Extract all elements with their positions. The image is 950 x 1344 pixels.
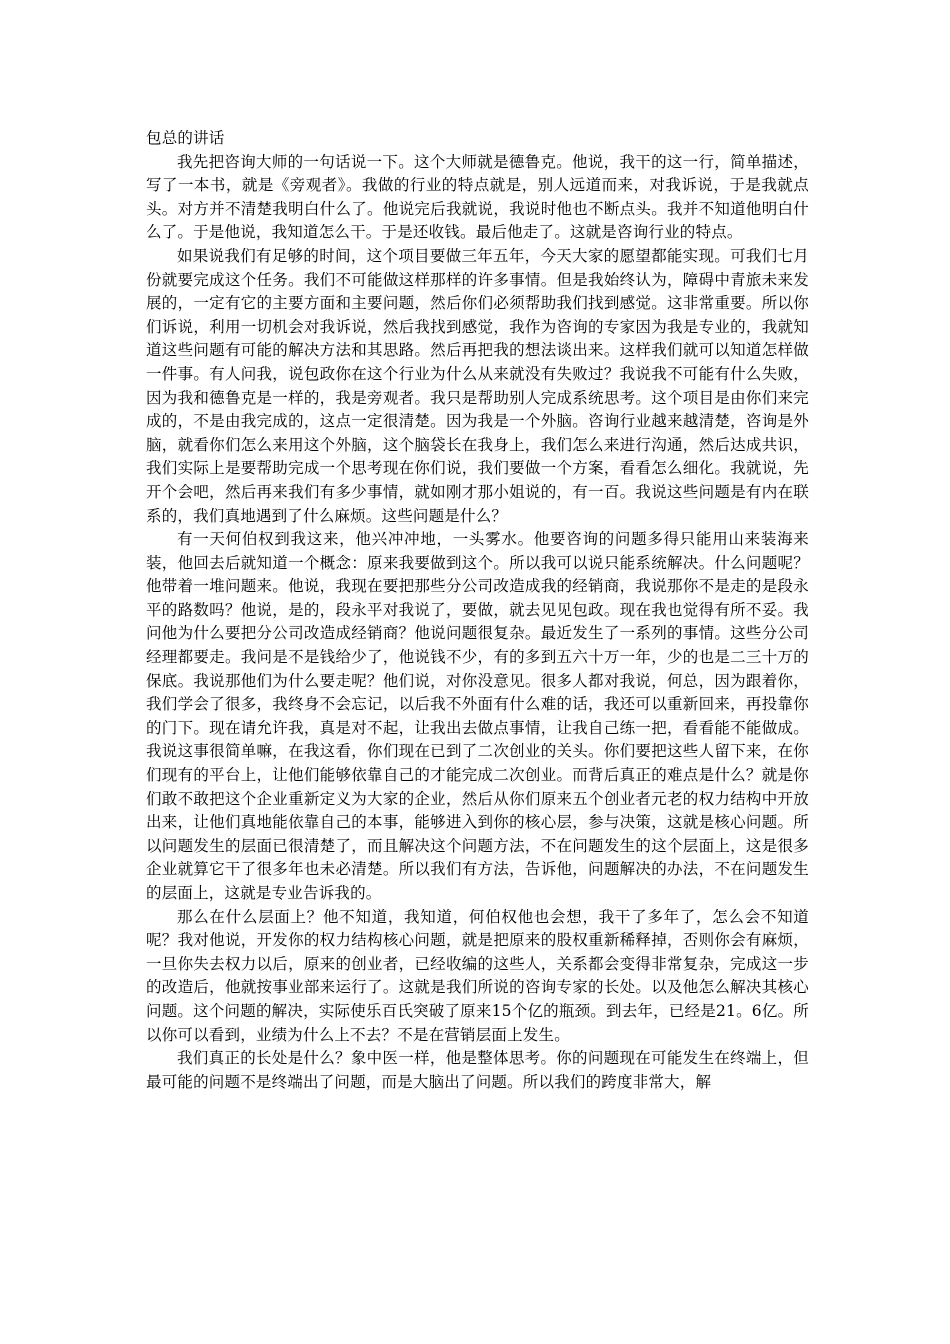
paragraph-project-time: 如果说我们有足够的时间，这个项目要做三年五年，今天大家的愿望都能实现。可我们七月份就要完成这个任务。我们不可能做这样那样的许多事情。但是我始终认为，障碍中青旅未来发展的，一定有它的主要方面和主要问题，然后你们必须帮助我们找到感觉。这非常重要。所以你们诉说，利用一切机会对我诉说，然后我找到感觉，我作为咨询的专家因为我是专业的，我就知道这些问题有可能的解决方法和其思路。然后再把我的想法谈出来。这样我们就可以知道怎样做一件事。有人问我，说包政你在这个行业为什么从来就没有失败过？我说我不可能有什么失败，因为我和德鲁克是一样的，我是旁观者。我只是帮助别人完成系统思考。这个项目是由你们来完成的，不是由我完成的，这点一定很清楚。因为我是一个外脑。咨询行业越来越清楚，咨询是外脑，就看你们怎么来用这个外脑，这个脑袋长在我身上，我们怎么来进行沟通，然后达成共识，我们实际上是要帮助完成一个思考现在你们说，我们要做一个方案，看看怎么细化。我就说，先开个会吧，然后再来我们有多少事情，就如刚才那小姐说的，有一百。我说这些问题是有内在联系的，我们真地遇到了什么麻烦。这些问题是什么？ <box>146 246 809 525</box>
document-body <box>146 127 809 1094</box>
paragraph-drucker: 我先把咨询大师的一句话说一下。这个大师就是德鲁克。他说，我干的这一行，简单描述，写了一本书，就是《旁观者》。我做的行业的特点就是，别人远道而来，对我诉说，于是我就点头。对方并不清楚我明白什么了。他说完后我就说，我说时他也不断点头。我并不知道他明白什么了。于是他说，我知道怎么干。于是还收钱。最后他走了。这就是咨询行业的特点。 <box>146 152 809 242</box>
paragraph-real-strength: 我们真正的长处是什么？象中医一样，他是整体思考。你的问题现在可能发生在终端上，但最可能的问题不是终端出了问题，而是大脑出了问题。所以我们的跨度非常大，解 <box>146 1049 809 1091</box>
document-title: 包总的讲话 <box>146 129 225 147</box>
paragraph-he-boquan: 有一天何伯权到我这来，他兴冲冲地，一头雾水。他要咨询的问题多得只能用山来装海来装，他回去后就知道一个概念：原来我要做到这个。所以我可以说只能系统解决。什么问题呢？他带着一堆问题来。他说，我现在要把那些分公司改造成我的经销商，我说那你不是走的是段永平的路数吗？他说，是的，段永平对我说了，要做，就去见见包政。现在我也觉得有所不妥。我问他为什么要把分公司改造成经销商？他说问题很复杂。最近发生了一系列的事情。这些分公司经理都要走。我问是不是钱给少了，他说钱不少，有的多到五六十万一年，少的也是二三十万的保底。我说那他们为什么要走呢？他们说，对你没意见。很多人都对我说，何总，因为跟着你，我们学会了很多，我终身不会忘记，以后我不外面有什么难的话，我还可以重新回来，再投靠你的门下。现在请允许我，真是对不起，让我出去做点事情，让我自己练一把，看看能不能做成。我说这事很简单嘛，在我这看，你们现在已到了二次创业的关头。你们要把这些人留下来，在你们现有的平台上，让他们能够依靠自己的才能完成二次创业。而背后真正的难点是什么？就是你们敢不敢把这个企业重新定义为大家的企业，然后从你们原来五个创业者元老的权力结构中开放出来，让他们真地能依靠自己的本事，能够进入到你的核心层，参与决策，这就是核心问题。所以问题发生的层面已很清楚了，而且解决这个问题方法，不在问题发生的这个层面上，这是很多企业就算它干了很多年也未必清楚。所以我们有方法，告诉他，问题解决的办法，不在问题发生的层面上，这就是专业告诉我的。 <box>146 530 809 902</box>
paragraph-which-level: 那么在什么层面上？他不知道，我知道，何伯权他也会想，我干了多年了，怎么会不知道呢？我对他说，开发你的权力结构核心问题，就是把原来的股权重新稀释掉，否则你会有麻烦，一旦你失去权力以后，原来的创业者，已经收编的这些人，关系都会变得非常复杂，完成这一步的改造后，他就按事业部来运行了。这就是我们所说的咨询专家的长处。以及他怎么解决其核心问题。这个问题的解决，实际使乐百氏突破了原来15个亿的瓶颈。到去年，已经是21。6亿。所以你可以看到，业绩为什么上不去？不是在营销层面上发生。 <box>146 907 809 1044</box>
